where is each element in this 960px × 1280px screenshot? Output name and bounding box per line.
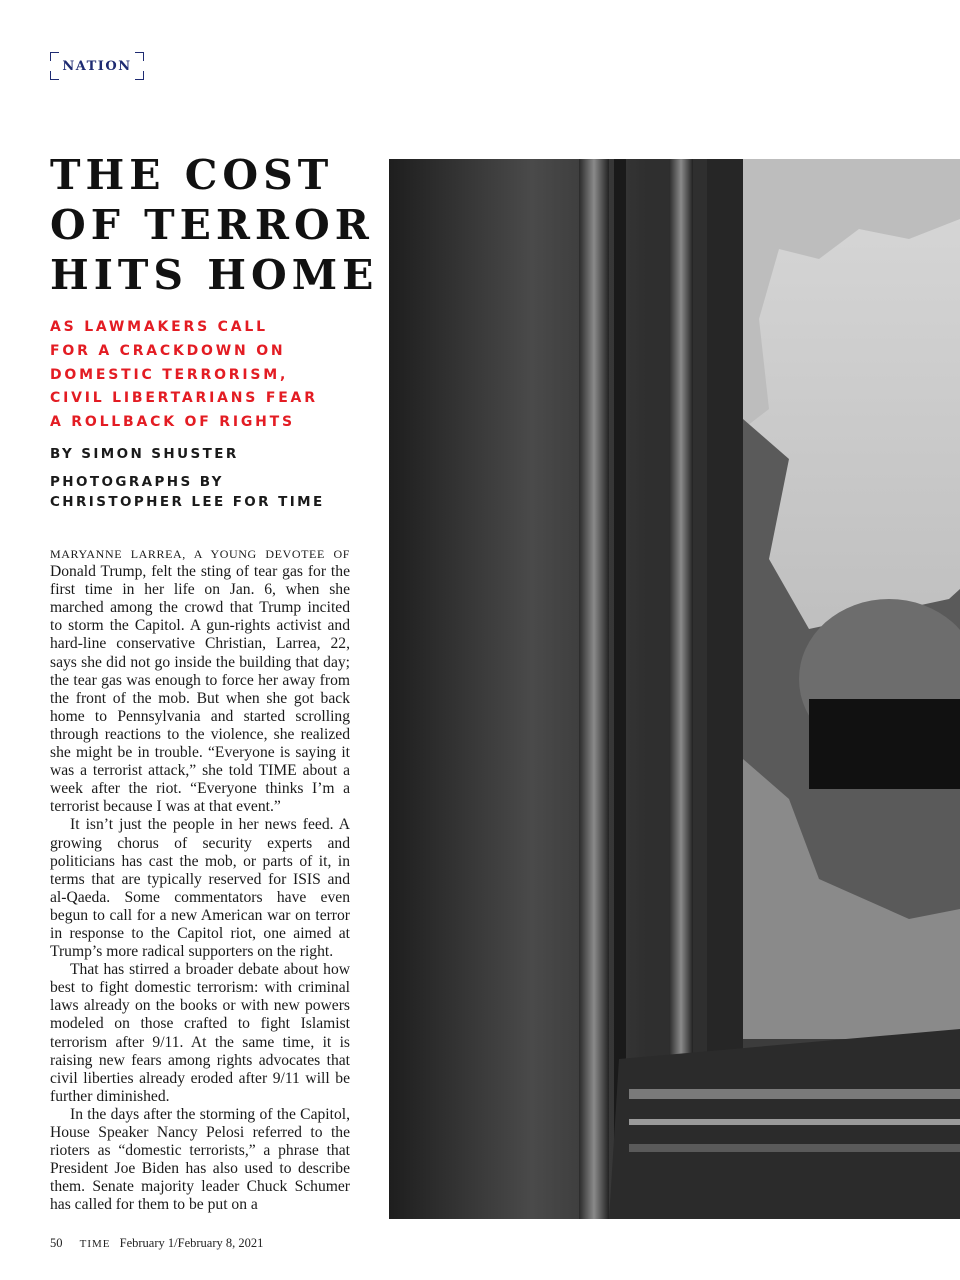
issue-date: February 1/February 8, 2021 <box>119 1236 264 1250</box>
article-paragraph <box>50 545 350 816</box>
article-paragraph: In the days after the storming of the Capitol, House Speaker Nancy Pelosi referred to the rioters as “domestic terrorists,” a phrase that President Joe Biden has also used to describe them. Senate majority leader Chuck Schumer has called for them to be put on a <box>50 1105 350 1214</box>
photo-image <box>389 159 960 1219</box>
magazine-name: TIME <box>79 1238 111 1250</box>
photo-credit-line: PHOTOGRAPHS BY <box>50 474 224 490</box>
headline-line: HITS HOME <box>50 251 379 299</box>
headline-line: THE COST <box>50 151 334 199</box>
article-lead-in: MARYANNE LARREA, A YOUNG DEVOTEE OF <box>50 547 350 561</box>
dek <box>50 316 370 435</box>
byline: BY SIMON SHUSTER <box>50 446 239 462</box>
dek-line: FOR A CRACKDOWN ON <box>50 342 286 359</box>
dek-line: A ROLLBACK OF RIGHTS <box>50 414 295 431</box>
article-body <box>50 545 350 1225</box>
page-number: 50 <box>50 1236 63 1250</box>
dek-line: AS LAWMAKERS CALL <box>50 319 268 335</box>
article-paragraph: It isn’t just the people in her news feed. A growing chorus of security experts and politicians has cast the mob, or parts of it, in terms that are typically reserved for ISIS and al-Qaeda. Some commentators have even begun to call for a new American war on terror in response to the Capitol riot, one aimed at Trump’s more radical supporters on the right. <box>50 816 350 961</box>
article-photo <box>389 159 960 1219</box>
photo-credit-line: CHRISTOPHER LEE FOR TIME <box>50 494 325 510</box>
article-paragraph-text: Donald Trump, felt the sting of tear gas for the first time in her life on Jan. 6, when she marched among the crowd that Trump incited to storm the Capitol. A gun-rights activist and hard-line conservative Christian, Larrea, 22, says she did not go inside the building that day; the tear gas was enough to force her away from the front of the mob. But when she got back home to Pennsylvania and started scrolling through reactions to the violence, she realized she might be in trouble. “Everyone is saying it was a terrorist attack,” she told TIME about a week after the riot. “Everyone thinks I’m a terrorist because I was at that event.” <box>50 563 350 816</box>
headline <box>50 150 380 300</box>
page-footer <box>50 1236 263 1251</box>
headline-line: OF TERROR <box>50 201 374 249</box>
article-paragraph: That has stirred a broader debate about how best to fight domestic terrorism: with criminal laws already on the books or with new powers modeled on those crafted to fight Islamist terrorism after 9/11. At the same time, it is raising new fears among rights advocates that civil liberties already eroded after 9/11 will be further diminished. <box>50 961 350 1105</box>
section-tag <box>50 52 144 80</box>
dek-line: CIVIL LIBERTARIANS FEAR <box>50 390 318 407</box>
section-label: NATION <box>62 58 132 74</box>
dek-line: DOMESTIC TERRORISM, <box>50 366 289 383</box>
photo-credit <box>50 472 325 512</box>
